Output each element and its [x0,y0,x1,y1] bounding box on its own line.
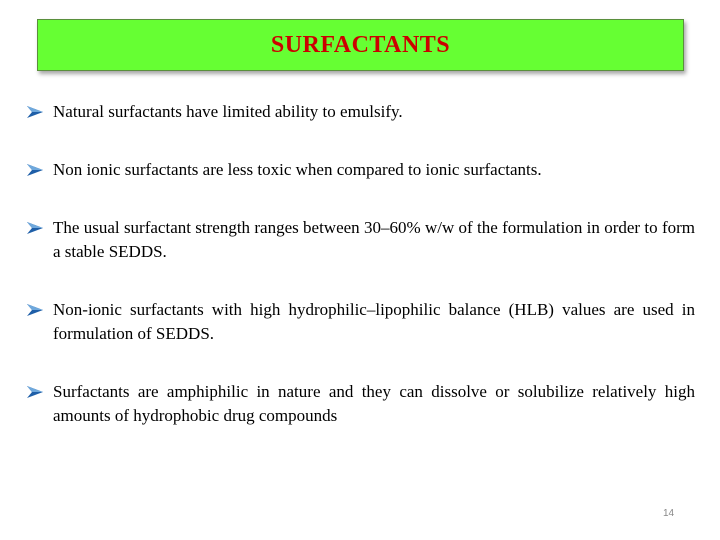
bullet-item-5 [27,380,695,428]
arrow-bullet-icon [27,386,43,398]
page-number: 14 [663,508,675,519]
bullet-text-4: Non-ionic surfactants with high hydrophilic–lipophilic balance (HLB) values are used in formulation of SEDDS. [53,300,695,343]
arrow-bullet-icon [27,106,43,118]
bullet-item-2 [27,158,695,182]
bullet-item-3 [27,216,695,264]
bullet-item-1 [27,100,695,124]
arrow-bullet-icon [27,164,43,176]
arrow-bullet-icon [27,304,43,316]
title-banner [37,19,684,71]
bullet-text-1: Natural surfactants have limited ability to emulsify. [53,102,403,121]
arrow-bullet-icon [27,222,43,234]
bullet-item-4 [27,298,695,346]
slide-title: SURFACTANTS [270,31,451,58]
bullet-list [27,100,695,428]
bullet-text-3: The usual surfactant strength ranges between 30–60% w/w of the formulation in order to form a stable SEDDS. [53,218,695,261]
bullet-text-5: Surfactants are amphiphilic in nature and they can dissolve or solubilize relatively high amounts of hydrophobic drug compounds [53,382,695,425]
bullet-text-2: Non ionic surfactants are less toxic when compared to ionic surfactants. [53,160,542,179]
